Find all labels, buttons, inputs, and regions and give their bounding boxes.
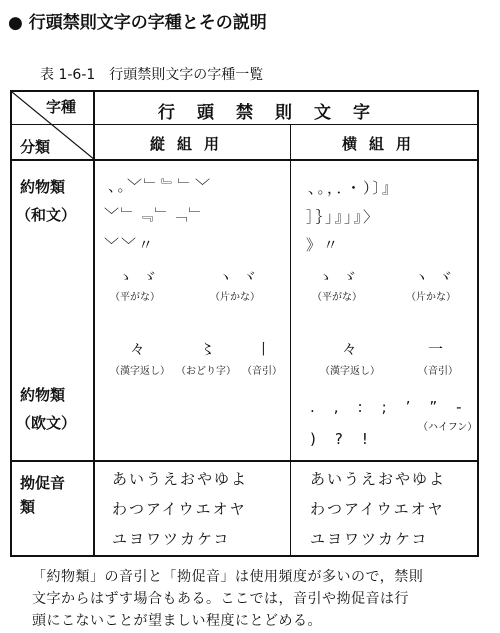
yoko-kanji-repeat: 々 (342, 340, 360, 358)
row-kana-label: 拗促音 (20, 474, 66, 492)
tate-kanji-repeat: 々 (130, 340, 148, 358)
yoko-onbiki: 一 (428, 340, 446, 358)
yoko-wabun-line2: ］｝」』」』〉 (306, 208, 381, 226)
yoko-label-kata: （片かな） (406, 292, 456, 303)
tate-label-kanji-repeat: （漢字返し） (110, 366, 170, 377)
yoko-label-kanji-repeat: （漢字返し） (320, 366, 380, 377)
yoko-label-hyphen: （ハイフン） (418, 422, 478, 433)
row-kana-sublabel: 類 (20, 498, 36, 516)
row-oubun-label: 約物類 (20, 386, 66, 404)
yoko-kana-line3: ユヨワツカケコ (310, 530, 429, 548)
tate-odoriji: 〻 (200, 340, 218, 358)
tate-onbiki: 丨 (256, 340, 274, 358)
kana-top-line (12, 460, 477, 462)
tate-yoko-divider (290, 125, 291, 555)
yoko-oubun-line2: ) ? ! (310, 430, 370, 448)
tate-label-odoriji: （おどり字） (176, 366, 236, 377)
table-caption: 表 1-6-1 行頭禁則文字の字種一覧 (40, 67, 264, 83)
tate-wabun-line2: ﹀﹂﹃﹂﹁﹂ (104, 206, 207, 224)
tate-kana-line3: ユヨワツカケコ (112, 530, 231, 548)
row-oubun-sublabel: （欧文） (16, 414, 77, 432)
yoko-kana-line2: わつアイウエオヤ (310, 500, 445, 518)
section-heading: ● 行頭禁則文字の字種とその説明 (8, 13, 267, 33)
tate-label-onbiki: （音引） (242, 366, 282, 377)
label-column-line (93, 92, 95, 555)
col-tate-header: 縦組用 (150, 135, 232, 153)
row-wabun-sublabel: （和文） (16, 206, 77, 224)
tate-dakuten-hira: ゝ ゞ (118, 268, 159, 286)
tate-dakuten-kata: ヽ ヾ (218, 268, 259, 286)
tate-wabun-line3: ﹀﹀〃 (104, 236, 156, 254)
yoko-label-onbiki: （音引） (418, 366, 458, 377)
tate-wabun-line1: 、。﹀﹂﹄﹂﹀ (108, 177, 213, 195)
row-wabun-label: 約物類 (20, 178, 66, 196)
yoko-wabun-line1: 、。，．・）〕』 (308, 179, 400, 197)
header-zishu: 字種 (46, 98, 77, 116)
header-bunrui: 分類 (20, 138, 51, 156)
yoko-dakuten-hira: ゝ ゞ (318, 268, 359, 286)
yoko-kana-line1: あいうえおやゆよ (310, 470, 447, 488)
yoko-wabun-line3: 》〃 (306, 236, 341, 254)
yoko-dakuten-kata: ヽ ヾ (414, 268, 455, 286)
tate-label-hira: （平がな） (110, 292, 160, 303)
yoko-label-hira: （平がな） (312, 292, 362, 303)
header-main: 行頭禁則文字 (158, 103, 392, 123)
yoko-oubun-line1: . , : ; ’ ” - (310, 398, 464, 416)
note-line-1: 「約物類」の音引と「拗促音」は使用頻度が多いので，禁則 (32, 569, 424, 585)
col-yoko-header: 横組用 (342, 135, 424, 153)
note-line-2: 文字からはずす場合もある。ここでは，音引や拗促音は行 (32, 591, 409, 607)
note-line-3: 頭にこないことが望ましい程度にとどめる。 (32, 613, 322, 629)
tate-kana-line1: あいうえおやゆよ (112, 470, 249, 488)
tate-label-kata: （片かな） (210, 292, 260, 303)
tate-kana-line2: わつアイウエオヤ (112, 500, 247, 518)
